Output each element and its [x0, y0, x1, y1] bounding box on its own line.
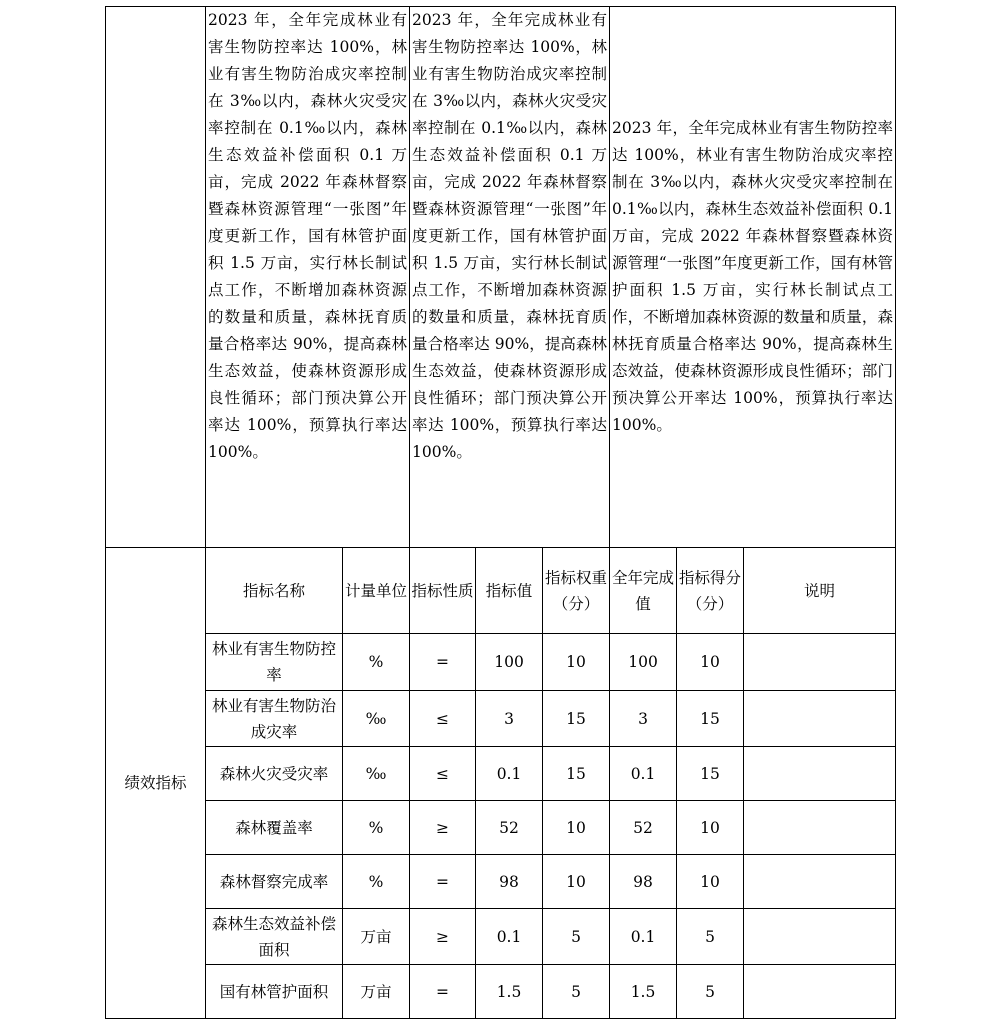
header-score: 指标得分（分）	[677, 548, 744, 634]
indicator-note	[744, 691, 896, 747]
indicator-note	[744, 909, 896, 965]
header-unit: 计量单位	[343, 548, 410, 634]
header-value: 指标值	[476, 548, 543, 634]
indicator-note	[744, 855, 896, 909]
indicator-unit: %	[343, 855, 410, 909]
indicator-name: 森林火灾受灾率	[206, 747, 343, 801]
indicator-actual: 100	[610, 634, 677, 691]
indicator-note	[744, 747, 896, 801]
indicator-nature: ≤	[410, 691, 476, 747]
table-row	[106, 634, 896, 691]
indicator-nature: =	[410, 965, 476, 1019]
table-row	[106, 691, 896, 747]
indicator-nature: ≥	[410, 801, 476, 855]
indicator-score: 10	[677, 801, 744, 855]
indicator-score: 15	[677, 691, 744, 747]
indicator-unit: 万亩	[343, 965, 410, 1019]
indicator-nature: ≤	[410, 747, 476, 801]
indicator-score: 15	[677, 747, 744, 801]
category-label: 绩效指标	[106, 548, 206, 1019]
indicator-unit: %	[343, 801, 410, 855]
indicator-header-row	[106, 548, 896, 634]
indicator-name: 国有林管护面积	[206, 965, 343, 1019]
indicator-score: 10	[677, 634, 744, 691]
indicator-weight: 10	[543, 634, 610, 691]
indicator-name: 林业有害生物防治成灾率	[206, 691, 343, 747]
indicator-actual: 98	[610, 855, 677, 909]
indicator-weight: 10	[543, 801, 610, 855]
indicator-value: 1.5	[476, 965, 543, 1019]
header-weight: 指标权重（分）	[543, 548, 610, 634]
indicator-unit: 万亩	[343, 909, 410, 965]
indicator-value: 0.1	[476, 909, 543, 965]
table-row	[106, 855, 896, 909]
indicator-actual: 0.1	[610, 747, 677, 801]
indicator-nature: ≥	[410, 909, 476, 965]
goal-row	[106, 7, 896, 548]
header-nature: 指标性质	[410, 548, 476, 634]
header-indicator-name: 指标名称	[206, 548, 343, 634]
table-row	[106, 801, 896, 855]
header-actual: 全年完成值	[610, 548, 677, 634]
indicator-actual: 1.5	[610, 965, 677, 1019]
indicator-note	[744, 801, 896, 855]
header-note: 说明	[744, 548, 896, 634]
indicator-weight: 5	[543, 965, 610, 1019]
actual-goal-text: 2023 年，全年完成林业有害生物防控率达 100%，林业有害生物防治成灾率控制在 3‰以内，森林火灾受灾率控制在 0.1‰以内，森林生态效益补偿面积 0.1 万亩，完成 2022 年森林督察暨森林资源管理“一张图”年度更新工作，国有林管护面积 1.5 万亩，实行林长制试点工作，不断增加森林资源的数量和质量，森林抚育质量合格率达 90%，提高森林生态效益，使森林资源形成良性循环；部门预决算公开率达 100%，预算执行率达 100%。	[610, 7, 896, 548]
indicator-score: 5	[677, 965, 744, 1019]
indicator-value: 0.1	[476, 747, 543, 801]
indicator-name: 森林覆盖率	[206, 801, 343, 855]
indicator-value: 98	[476, 855, 543, 909]
indicator-name: 森林督察完成率	[206, 855, 343, 909]
indicator-weight: 15	[543, 691, 610, 747]
indicator-value: 100	[476, 634, 543, 691]
indicator-note	[744, 965, 896, 1019]
indicator-actual: 3	[610, 691, 677, 747]
indicator-value: 52	[476, 801, 543, 855]
adjusted-goal-text: 2023 年，全年完成林业有害生物防控率达 100%，林业有害生物防治成灾率控制在 3‰以内，森林火灾受灾率控制在 0.1‰以内，森林生态效益补偿面积 0.1 万亩，完成 2022 年森林督察暨森林资源管理“一张图”年度更新工作，国有林管护面积 1.5 万亩，实行林长制试点工作，不断增加森林资源的数量和质量，森林抚育质量合格率达 90%，提高森林生态效益，使森林资源形成良性循环；部门预决算公开率达 100%，预算执行率达 100%。	[410, 7, 610, 548]
indicator-nature: =	[410, 855, 476, 909]
indicator-actual: 0.1	[610, 909, 677, 965]
indicator-weight: 15	[543, 747, 610, 801]
goal-label-cell	[106, 7, 206, 548]
indicator-weight: 10	[543, 855, 610, 909]
indicator-name: 森林生态效益补偿面积	[206, 909, 343, 965]
indicator-note	[744, 634, 896, 691]
indicator-score: 10	[677, 855, 744, 909]
table-row	[106, 909, 896, 965]
indicator-unit: ‰	[343, 691, 410, 747]
indicator-actual: 52	[610, 801, 677, 855]
indicator-name: 林业有害生物防控率	[206, 634, 343, 691]
indicator-unit: %	[343, 634, 410, 691]
performance-table	[105, 6, 896, 1019]
plan-goal-text: 2023 年，全年完成林业有害生物防控率达 100%，林业有害生物防治成灾率控制在 3‰以内，森林火灾受灾率控制在 0.1‰以内，森林生态效益补偿面积 0.1 万亩，完成 2022 年森林督察暨森林资源管理“一张图”年度更新工作，国有林管护面积 1.5 万亩，实行林长制试点工作，不断增加森林资源的数量和质量，森林抚育质量合格率达 90%，提高森林生态效益，使森林资源形成良性循环；部门预决算公开率达 100%，预算执行率达 100%。	[206, 7, 410, 548]
indicator-nature: =	[410, 634, 476, 691]
indicator-unit: ‰	[343, 747, 410, 801]
table-row	[106, 747, 896, 801]
table-row	[106, 965, 896, 1019]
indicator-weight: 5	[543, 909, 610, 965]
indicator-value: 3	[476, 691, 543, 747]
indicator-score: 5	[677, 909, 744, 965]
